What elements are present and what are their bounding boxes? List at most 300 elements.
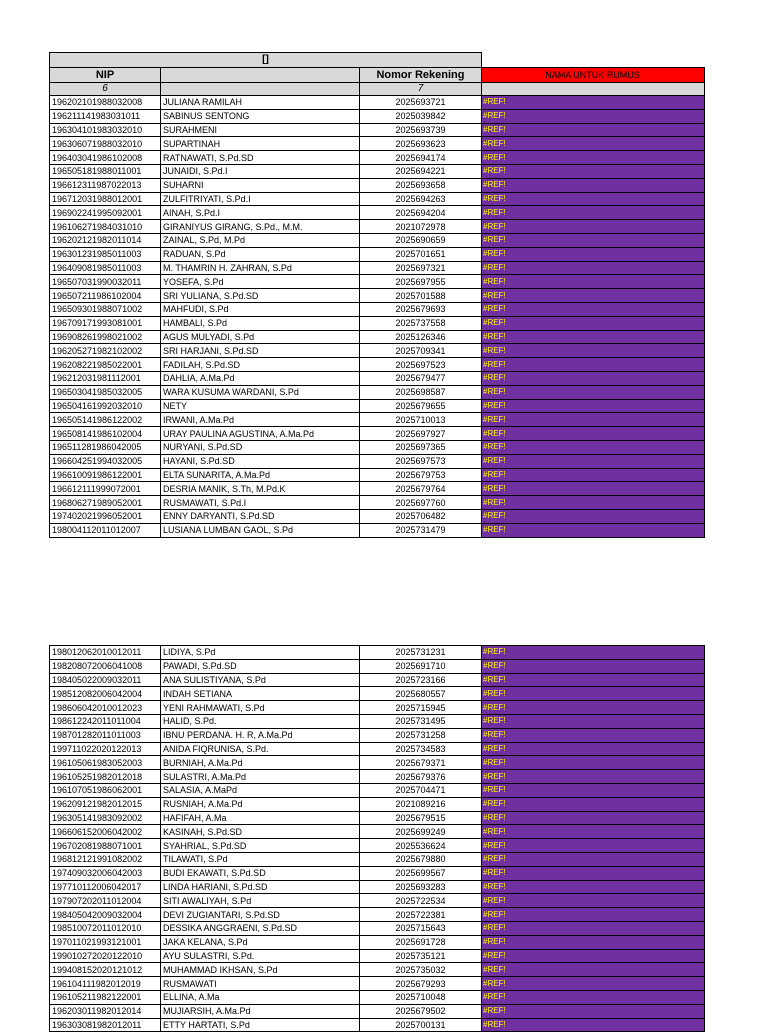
rekening-cell[interactable]: 2025679371: [360, 756, 482, 770]
rekening-cell[interactable]: 2025701651: [360, 247, 482, 261]
rumus-cell[interactable]: #REF!: [482, 123, 705, 137]
rumus-cell[interactable]: #REF!: [482, 880, 705, 894]
nama-cell[interactable]: RATNAWATI, S.Pd.SD: [161, 151, 360, 165]
title-blank-cell[interactable]: [482, 53, 705, 68]
rumus-cell[interactable]: #REF!: [482, 247, 705, 261]
nip-cell[interactable]: 197011021993121001: [50, 935, 161, 949]
rekening-cell[interactable]: 2025536624: [360, 839, 482, 853]
nama-cell[interactable]: HALID, S.Pd.: [161, 714, 360, 728]
table-row: [50, 371, 705, 385]
rumus-cell[interactable]: #REF!: [482, 164, 705, 178]
nip-cell[interactable]: 197409032006042003: [50, 866, 161, 880]
employee-table-1: [49, 52, 705, 538]
table-row: [50, 687, 705, 701]
nama-cell[interactable]: NURYANI, S.Pd.SD: [161, 440, 360, 454]
rumus-cell[interactable]: #REF!: [482, 714, 705, 728]
table-row: [50, 151, 705, 165]
nip-cell[interactable]: 196806271989052001: [50, 496, 161, 510]
rekening-cell[interactable]: 2025679376: [360, 770, 482, 784]
table-row: [50, 770, 705, 784]
nip-cell[interactable]: 196612111999072001: [50, 482, 161, 496]
rumus-cell[interactable]: #REF!: [482, 358, 705, 372]
rumus-cell[interactable]: #REF!: [482, 783, 705, 797]
rekening-cell[interactable]: 2025694174: [360, 151, 482, 165]
nama-cell[interactable]: LIDIYA, S.Pd: [161, 646, 360, 660]
rumus-cell[interactable]: #REF!: [482, 866, 705, 880]
table-row: [50, 646, 705, 660]
employee-table-2: [49, 645, 705, 1032]
rekening-cell[interactable]: 2025679502: [360, 1004, 482, 1018]
rumus-cell[interactable]: #REF!: [482, 728, 705, 742]
table-row: [50, 673, 705, 687]
nip-cell[interactable]: 196209121982012015: [50, 797, 161, 811]
nama-cell[interactable]: GIRANIYUS GIRANG, S.Pd., M.M.: [161, 220, 360, 234]
rekening-cell[interactable]: 2025697523: [360, 358, 482, 372]
nip-cell[interactable]: 196305141983092002: [50, 811, 161, 825]
rekening-cell[interactable]: 2025735121: [360, 949, 482, 963]
rumus-cell[interactable]: #REF!: [482, 330, 705, 344]
nip-cell[interactable]: 196908261998021002: [50, 330, 161, 344]
rekening-cell[interactable]: 2025710048: [360, 990, 482, 1004]
nip-cell[interactable]: 198512082006042004: [50, 687, 161, 701]
rumus-cell[interactable]: #REF!: [482, 949, 705, 963]
nama-cell[interactable]: SULASTRI, A.Ma.Pd: [161, 770, 360, 784]
rumus-cell[interactable]: #REF!: [482, 192, 705, 206]
nip-cell[interactable]: 196511281986042005: [50, 440, 161, 454]
table-row: [50, 839, 705, 853]
rumus-cell[interactable]: #REF!: [482, 371, 705, 385]
rekening-cell[interactable]: 2025715643: [360, 921, 482, 935]
table-row: [50, 866, 705, 880]
nip-cell[interactable]: 196504161992032010: [50, 399, 161, 413]
rumus-cell[interactable]: #REF!: [482, 220, 705, 234]
nama-cell[interactable]: M. THAMRIN H. ZAHRAN, S.Pd: [161, 261, 360, 275]
nama-cell[interactable]: MUHAMMAD IKHSAN, S.Pd: [161, 963, 360, 977]
nip-cell[interactable]: 196303081982012011: [50, 1018, 161, 1032]
rekening-cell[interactable]: 2025706482: [360, 509, 482, 523]
rumus-cell[interactable]: #REF!: [482, 151, 705, 165]
nip-cell[interactable]: 196304101983032010: [50, 123, 161, 137]
nip-cell[interactable]: 196902241995092001: [50, 206, 161, 220]
nama-cell[interactable]: RUSMAWATI: [161, 977, 360, 991]
rekening-cell[interactable]: 2025698587: [360, 385, 482, 399]
table-row: [50, 990, 705, 1004]
table-row: [50, 178, 705, 192]
nama-cell[interactable]: AGUS MULYADI, S.Pd: [161, 330, 360, 344]
nama-cell[interactable]: DESSIKA ANGGRAENI, S.Pd.SD: [161, 921, 360, 935]
rekening-cell[interactable]: 2025693739: [360, 123, 482, 137]
nip-cell[interactable]: 196202121982011014: [50, 233, 161, 247]
rekening-cell[interactable]: 2025680557: [360, 687, 482, 701]
rekening-cell[interactable]: 2021072978: [360, 220, 482, 234]
nama-cell[interactable]: ZAINAL, S.Pd, M.Pd: [161, 233, 360, 247]
rumus-cell[interactable]: #REF!: [482, 921, 705, 935]
rekening-cell[interactable]: 2025679764: [360, 482, 482, 496]
rekening-cell[interactable]: 2025679477: [360, 371, 482, 385]
nip-cell[interactable]: 196205271982102002: [50, 344, 161, 358]
nama-cell[interactable]: SALASIA, A.MaPd: [161, 783, 360, 797]
rekening-cell[interactable]: 2025694263: [360, 192, 482, 206]
rekening-cell[interactable]: 2025694204: [360, 206, 482, 220]
nama-cell[interactable]: LINDA HARIANI, S.Pd.SD: [161, 880, 360, 894]
nip-cell[interactable]: 198012062010012011: [50, 646, 161, 660]
table-row: [50, 825, 705, 839]
nip-cell[interactable]: 196212031981112001: [50, 371, 161, 385]
nip-cell[interactable]: 196702081988071001: [50, 839, 161, 853]
table-row: [50, 316, 705, 330]
table-row: [50, 756, 705, 770]
nama-cell[interactable]: JAKA KELANA, S.Pd: [161, 935, 360, 949]
rekening-cell[interactable]: 2021089216: [360, 797, 482, 811]
rekening-cell[interactable]: 2025735032: [360, 963, 482, 977]
table-row: [50, 358, 705, 372]
rumus-cell[interactable]: #REF!: [482, 137, 705, 151]
rekening-cell[interactable]: 2025693623: [360, 137, 482, 151]
table-row: [50, 977, 705, 991]
table-row: [50, 385, 705, 399]
rumus-cell[interactable]: #REF!: [482, 1018, 705, 1032]
rumus-cell[interactable]: #REF!: [482, 109, 705, 123]
rekening-cell[interactable]: 2025679293: [360, 977, 482, 991]
rekening-cell[interactable]: 2025693658: [360, 178, 482, 192]
rumus-cell[interactable]: #REF!: [482, 811, 705, 825]
rumus-cell[interactable]: #REF!: [482, 427, 705, 441]
rumus-cell[interactable]: #REF!: [482, 908, 705, 922]
nama-cell[interactable]: ELTA SUNARITA, A.Ma.Pd: [161, 468, 360, 482]
rumus-cell[interactable]: #REF!: [482, 275, 705, 289]
table-row: [50, 220, 705, 234]
nama-cell[interactable]: IBNU PERDANA. H. R, A.Ma.Pd: [161, 728, 360, 742]
nama-cell[interactable]: HAYANI, S.Pd.SD: [161, 454, 360, 468]
nama-cell[interactable]: SITI AWALIYAH, S.Pd: [161, 894, 360, 908]
nip-cell[interactable]: 196712031988012001: [50, 192, 161, 206]
table-row: [50, 1018, 705, 1032]
table-row: [50, 413, 705, 427]
nip-cell[interactable]: 196211141983031011: [50, 109, 161, 123]
nama-cell[interactable]: DAHLIA, A.Ma.Pd: [161, 371, 360, 385]
table-row: [50, 109, 705, 123]
rumus-cell[interactable]: #REF!: [482, 825, 705, 839]
nip-cell[interactable]: 196812121991082002: [50, 852, 161, 866]
rekening-cell[interactable]: 2025690659: [360, 233, 482, 247]
title-row: [50, 53, 705, 68]
nama-cell[interactable]: SRI HARJANI, S.Pd.SD: [161, 344, 360, 358]
rumus-cell[interactable]: #REF!: [482, 440, 705, 454]
nip-cell[interactable]: 196105061983052003: [50, 756, 161, 770]
rumus-cell[interactable]: #REF!: [482, 385, 705, 399]
rekening-cell[interactable]: 2025697955: [360, 275, 482, 289]
table-row: [50, 852, 705, 866]
rekening-cell[interactable]: 2025039842: [360, 109, 482, 123]
rekening-cell[interactable]: 2025710013: [360, 413, 482, 427]
column-number-rekening[interactable]: 7: [360, 83, 482, 96]
rekening-cell[interactable]: 2025737558: [360, 316, 482, 330]
rumus-cell[interactable]: #REF!: [482, 261, 705, 275]
nip-cell[interactable]: 196409081985011003: [50, 261, 161, 275]
rumus-cell[interactable]: #REF!: [482, 523, 705, 537]
nip-cell[interactable]: 199010272020122010: [50, 949, 161, 963]
rekening-cell[interactable]: 2025679693: [360, 302, 482, 316]
rekening-cell[interactable]: 2025126346: [360, 330, 482, 344]
nama-cell[interactable]: RUSNIAH, A.Ma.Pd: [161, 797, 360, 811]
nama-cell[interactable]: BURNIAH, A.Ma.Pd: [161, 756, 360, 770]
nip-cell[interactable]: 196509301988071002: [50, 302, 161, 316]
table-row: [50, 1004, 705, 1018]
rekening-cell[interactable]: 2025679880: [360, 852, 482, 866]
rekening-cell[interactable]: 2025722534: [360, 894, 482, 908]
table-row: [50, 908, 705, 922]
nama-cell[interactable]: ZULFITRIYATI, S.Pd.I: [161, 192, 360, 206]
table-row: [50, 468, 705, 482]
nip-cell[interactable]: 196301231985011003: [50, 247, 161, 261]
nama-cell[interactable]: HAMBALI, S.Pd: [161, 316, 360, 330]
rumus-cell[interactable]: #REF!: [482, 977, 705, 991]
rekening-cell[interactable]: 2025731495: [360, 714, 482, 728]
nip-cell[interactable]: 196612311987022013: [50, 178, 161, 192]
nip-cell[interactable]: 196106271984031010: [50, 220, 161, 234]
nama-cell[interactable]: ANA SULISTIYANA, S.Pd: [161, 673, 360, 687]
nip-cell[interactable]: 198510072011012010: [50, 921, 161, 935]
nama-cell[interactable]: ANIDA FIQRUNISA, S.Pd.: [161, 742, 360, 756]
rumus-cell[interactable]: #REF!: [482, 344, 705, 358]
table-row: [50, 192, 705, 206]
nama-cell[interactable]: SABINUS SENTONG: [161, 109, 360, 123]
rumus-cell[interactable]: #REF!: [482, 646, 705, 660]
nama-cell[interactable]: PAWADI, S.Pd.SD: [161, 659, 360, 673]
rekening-cell[interactable]: 2025731479: [360, 523, 482, 537]
nip-cell[interactable]: 198701282011011003: [50, 728, 161, 742]
nama-cell[interactable]: AYU SULASTRI, S.Pd.: [161, 949, 360, 963]
rekening-cell[interactable]: 2025697321: [360, 261, 482, 275]
rumus-cell[interactable]: #REF!: [482, 659, 705, 673]
rumus-cell[interactable]: #REF!: [482, 178, 705, 192]
table-row: [50, 714, 705, 728]
rumus-cell[interactable]: #REF!: [482, 852, 705, 866]
rumus-cell[interactable]: #REF!: [482, 687, 705, 701]
nip-cell[interactable]: 196105211982122001: [50, 990, 161, 1004]
nama-cell[interactable]: KASINAH, S.Pd.SD: [161, 825, 360, 839]
nama-cell[interactable]: RUSMAWATI, S.Pd.I: [161, 496, 360, 510]
table-row: [50, 894, 705, 908]
rekening-cell[interactable]: 2025697927: [360, 427, 482, 441]
nip-cell[interactable]: 198612242011011004: [50, 714, 161, 728]
nip-cell[interactable]: 197710112006042017: [50, 880, 161, 894]
header-row: [50, 68, 705, 83]
rekening-cell[interactable]: 2025679655: [360, 399, 482, 413]
rumus-cell[interactable]: #REF!: [482, 770, 705, 784]
nama-cell[interactable]: SUHARNI: [161, 178, 360, 192]
rekening-cell[interactable]: 2025697573: [360, 454, 482, 468]
nama-cell[interactable]: LUSIANA LUMBAN GAOL, S.Pd: [161, 523, 360, 537]
rumus-cell[interactable]: #REF!: [482, 96, 705, 110]
nama-cell[interactable]: SUPARTINAH: [161, 137, 360, 151]
rekening-cell[interactable]: 2025731231: [360, 646, 482, 660]
column-number-rumus[interactable]: [482, 83, 705, 96]
nama-cell[interactable]: YOSEFA, S.Pd: [161, 275, 360, 289]
nama-cell[interactable]: URAY PAULINA AGUSTINA, A.Ma.Pd: [161, 427, 360, 441]
rekening-cell[interactable]: 2025709341: [360, 344, 482, 358]
table-row: [50, 797, 705, 811]
table-row: [50, 935, 705, 949]
nama-cell[interactable]: FADILAH, S.Pd.SD: [161, 358, 360, 372]
rekening-cell[interactable]: 2025691728: [360, 935, 482, 949]
rumus-cell[interactable]: #REF!: [482, 413, 705, 427]
nama-cell[interactable]: JULIANA RAMILAH: [161, 96, 360, 110]
rumus-cell[interactable]: #REF!: [482, 756, 705, 770]
nama-cell[interactable]: HAFIFAH, A.Ma: [161, 811, 360, 825]
table-row: [50, 344, 705, 358]
rumus-cell[interactable]: #REF!: [482, 399, 705, 413]
rumus-cell[interactable]: #REF!: [482, 839, 705, 853]
table-row: [50, 659, 705, 673]
nama-cell[interactable]: TILAWATI, S.Pd: [161, 852, 360, 866]
nama-cell[interactable]: SYAHRIAL, S.Pd.SD: [161, 839, 360, 853]
nip-cell[interactable]: 199711022020122013: [50, 742, 161, 756]
rekening-cell[interactable]: 2025715945: [360, 701, 482, 715]
rekening-cell[interactable]: 2025700131: [360, 1018, 482, 1032]
nama-cell[interactable]: ETTY HARTATI, S.Pd: [161, 1018, 360, 1032]
column-number-row: [50, 83, 705, 96]
table-row: [50, 96, 705, 110]
title-cell[interactable]: []: [50, 53, 482, 68]
nip-cell[interactable]: 196606152006042002: [50, 825, 161, 839]
rumus-cell[interactable]: #REF!: [482, 894, 705, 908]
rumus-cell[interactable]: #REF!: [482, 701, 705, 715]
rumus-cell[interactable]: #REF!: [482, 468, 705, 482]
rekening-cell[interactable]: 2025693721: [360, 96, 482, 110]
table-row: [50, 302, 705, 316]
rekening-cell[interactable]: 2025693283: [360, 880, 482, 894]
nama-cell[interactable]: DESRIA MANIK, S.Th, M.Pd.K: [161, 482, 360, 496]
nama-cell[interactable]: IRWANI, A.Ma.Pd: [161, 413, 360, 427]
rumus-cell[interactable]: #REF!: [482, 935, 705, 949]
rekening-cell[interactable]: 2025697365: [360, 440, 482, 454]
rekening-cell[interactable]: 2025679753: [360, 468, 482, 482]
nip-cell[interactable]: 196203011982012014: [50, 1004, 161, 1018]
column-number-nip[interactable]: 6: [50, 83, 161, 96]
table-row: [50, 247, 705, 261]
table-row: [50, 963, 705, 977]
table-row: [50, 811, 705, 825]
rekening-cell[interactable]: 2025699567: [360, 866, 482, 880]
nip-cell[interactable]: 196507211986102004: [50, 289, 161, 303]
table-row: [50, 783, 705, 797]
table-row: [50, 440, 705, 454]
nip-cell[interactable]: 198405022009032011: [50, 673, 161, 687]
rekening-cell[interactable]: 2025691710: [360, 659, 482, 673]
nama-cell[interactable]: YENI RAHMAWATI, S.Pd: [161, 701, 360, 715]
rumus-cell[interactable]: #REF!: [482, 316, 705, 330]
rekening-cell[interactable]: 2025699249: [360, 825, 482, 839]
nama-cell[interactable]: JUNAIDI, S.Pd.I: [161, 164, 360, 178]
nama-cell[interactable]: DEVI ZUGIANTARI, S.Pd.SD: [161, 908, 360, 922]
rumus-cell[interactable]: #REF!: [482, 206, 705, 220]
nip-cell[interactable]: 198606042010012023: [50, 701, 161, 715]
nama-cell[interactable]: WARA KUSUMA WARDANI, S.Pd: [161, 385, 360, 399]
nama-cell[interactable]: ELLINA, A.Ma: [161, 990, 360, 1004]
nip-cell[interactable]: 197907202011012004: [50, 894, 161, 908]
rumus-cell[interactable]: #REF!: [482, 673, 705, 687]
nip-cell[interactable]: 196105251982012018: [50, 770, 161, 784]
table-row: [50, 921, 705, 935]
nip-cell[interactable]: 196505141986122002: [50, 413, 161, 427]
nip-cell[interactable]: 196610091986122001: [50, 468, 161, 482]
nama-cell[interactable]: BUDI EKAWATI, S.Pd.SD: [161, 866, 360, 880]
column-number-blank[interactable]: [161, 83, 360, 96]
table-row: [50, 233, 705, 247]
nip-cell[interactable]: 196503041985032005: [50, 385, 161, 399]
rumus-cell[interactable]: #REF!: [482, 454, 705, 468]
rekening-cell[interactable]: 2025701588: [360, 289, 482, 303]
header-rekening[interactable]: Nomor Rekening: [360, 68, 482, 83]
header-nama-untuk-rumus[interactable]: NAMA UNTUK RUMUS: [482, 68, 705, 83]
rumus-cell[interactable]: #REF!: [482, 742, 705, 756]
nip-cell[interactable]: 196505181988011001: [50, 164, 161, 178]
rumus-cell[interactable]: #REF!: [482, 797, 705, 811]
nip-cell[interactable]: 196508141986102004: [50, 427, 161, 441]
rumus-cell[interactable]: #REF!: [482, 233, 705, 247]
nama-cell[interactable]: RADUAN, S.Pd: [161, 247, 360, 261]
rekening-cell[interactable]: 2025723166: [360, 673, 482, 687]
nip-cell[interactable]: 197402021996052001: [50, 509, 161, 523]
rekening-cell[interactable]: 2025704471: [360, 783, 482, 797]
nip-cell[interactable]: 198405042009032004: [50, 908, 161, 922]
rumus-cell[interactable]: #REF!: [482, 496, 705, 510]
rekening-cell[interactable]: 2025697760: [360, 496, 482, 510]
nip-cell[interactable]: 196202101988032008: [50, 96, 161, 110]
rumus-cell[interactable]: #REF!: [482, 302, 705, 316]
rumus-cell[interactable]: #REF!: [482, 289, 705, 303]
table-row: [50, 742, 705, 756]
nip-cell[interactable]: 196104111982012019: [50, 977, 161, 991]
nip-cell[interactable]: 196306071988032010: [50, 137, 161, 151]
rekening-cell[interactable]: 2025679515: [360, 811, 482, 825]
rumus-cell[interactable]: #REF!: [482, 990, 705, 1004]
rekening-cell[interactable]: 2025722381: [360, 908, 482, 922]
rekening-cell[interactable]: 2025734583: [360, 742, 482, 756]
table-row: [50, 949, 705, 963]
nama-cell[interactable]: INDAH SETIANA: [161, 687, 360, 701]
nama-cell[interactable]: AINAH, S.Pd.I: [161, 206, 360, 220]
rumus-cell[interactable]: #REF!: [482, 1004, 705, 1018]
nama-cell[interactable]: SURAHMENI: [161, 123, 360, 137]
nip-cell[interactable]: 199408152020121012: [50, 963, 161, 977]
table-row: [50, 275, 705, 289]
nip-cell[interactable]: 196208221985022001: [50, 358, 161, 372]
nama-cell[interactable]: MAHFUDI, S.Pd: [161, 302, 360, 316]
nip-cell[interactable]: 196709171993081001: [50, 316, 161, 330]
rumus-cell[interactable]: #REF!: [482, 963, 705, 977]
nip-cell[interactable]: 198208072006041008: [50, 659, 161, 673]
rekening-cell[interactable]: 2025694221: [360, 164, 482, 178]
table-row: [50, 509, 705, 523]
nip-cell[interactable]: 196107051986062001: [50, 783, 161, 797]
nip-cell[interactable]: 196507031990032011: [50, 275, 161, 289]
nip-cell[interactable]: 196604251994032005: [50, 454, 161, 468]
header-nip[interactable]: NIP: [50, 68, 161, 83]
nip-cell[interactable]: 198004112011012007: [50, 523, 161, 537]
rekening-cell[interactable]: 2025731258: [360, 728, 482, 742]
rumus-cell[interactable]: #REF!: [482, 509, 705, 523]
nama-cell[interactable]: NETY: [161, 399, 360, 413]
table-row: [50, 399, 705, 413]
nip-cell[interactable]: 196403041986102008: [50, 151, 161, 165]
rumus-cell[interactable]: #REF!: [482, 482, 705, 496]
nama-cell[interactable]: SRI YULIANA, S.Pd.SD: [161, 289, 360, 303]
nama-cell[interactable]: ENNY DARYANTI, S.Pd.SD: [161, 509, 360, 523]
header-nama[interactable]: [161, 68, 360, 83]
nama-cell[interactable]: MUJIARSIH, A.Ma.Pd: [161, 1004, 360, 1018]
